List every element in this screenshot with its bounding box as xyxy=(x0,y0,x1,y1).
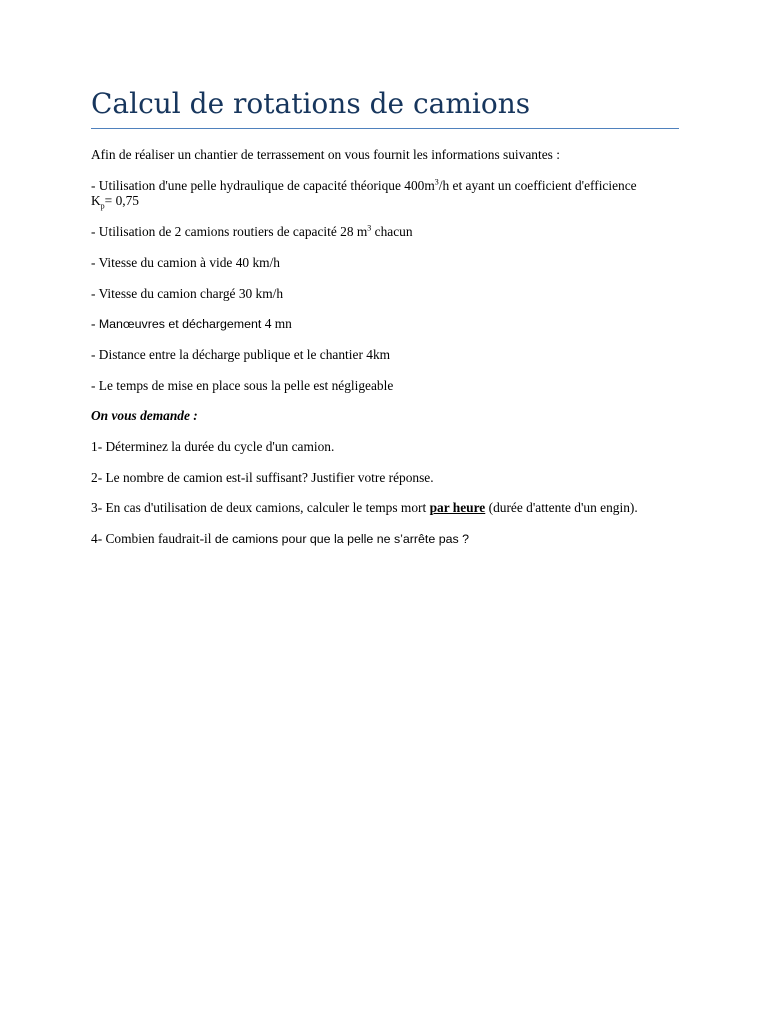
kp-symbol: K xyxy=(91,193,101,208)
page-title: Calcul de rotations de camions xyxy=(91,87,531,120)
title-underline xyxy=(91,128,679,129)
question-3-text-b: (durée d'attente d'un engin). xyxy=(485,500,638,515)
pelle-text-b: /h et ayant un coefficient d'efficience xyxy=(438,178,637,193)
kp-value: = 0,75 xyxy=(104,193,140,208)
data-item-mise-en-place: - Le temps de mise en place sous la pelle est négligeable xyxy=(91,378,394,393)
camions-text-a: - Utilisation de 2 camions routiers de capacité 28 m xyxy=(91,224,368,239)
pelle-exponent: 3 xyxy=(434,177,439,187)
camions-text-b: chacun xyxy=(371,224,413,239)
data-item-pelle xyxy=(91,177,691,211)
question-1: 1- Déterminez la durée du cycle d'un camion. xyxy=(91,439,335,454)
manoeuvres-dash: - xyxy=(91,316,99,331)
question-3-emphasis: par heure xyxy=(429,500,486,515)
question-3 xyxy=(91,500,691,515)
data-item-distance: - Distance entre la décharge publique et le chantier 4km xyxy=(91,347,391,362)
data-item-vitesse-charge: - Vitesse du camion chargé 30 km/h xyxy=(91,286,284,301)
question-2: 2- Le nombre de camion est-il suffisant? Justifier votre réponse. xyxy=(91,470,434,485)
manoeuvres-value: 4 mn xyxy=(261,316,292,331)
questions-heading: On vous demande : xyxy=(91,408,198,423)
data-item-manoeuvres xyxy=(91,316,691,332)
question-4-text-a: 4- Combien faudrait-il xyxy=(91,531,215,546)
intro-paragraph: Afin de réaliser un chantier de terrassement on vous fournit les informations suivantes : xyxy=(91,147,560,162)
question-3-text-a: 3- En cas d'utilisation de deux camions, calculer le temps mort xyxy=(91,500,430,515)
data-item-vitesse-vide: - Vitesse du camion à vide 40 km/h xyxy=(91,255,280,270)
kp-subscript: p xyxy=(100,201,105,211)
manoeuvres-label: Manœuvres et déchargement xyxy=(98,317,262,331)
question-4 xyxy=(91,531,691,547)
camions-exponent: 3 xyxy=(367,223,372,233)
pelle-text-a: - Utilisation d'une pelle hydraulique de capacité théorique 400m xyxy=(91,178,435,193)
data-item-camions xyxy=(91,224,691,239)
question-4-text-b: de camions pour que la pelle ne s’arrête pas ? xyxy=(214,532,470,546)
